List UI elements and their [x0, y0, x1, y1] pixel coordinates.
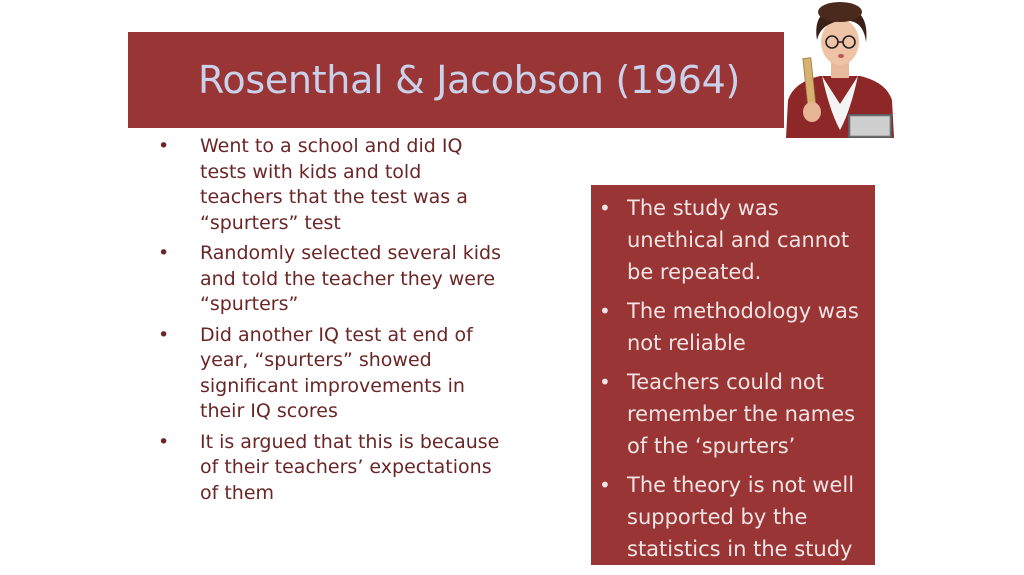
- list-item: [158, 430, 503, 507]
- list-item: [158, 241, 503, 318]
- right-bullet-list: [591, 185, 875, 565]
- list-item-text: The theory is not well supported by the statistics in the study: [627, 473, 855, 561]
- list-item: [158, 134, 503, 236]
- list-item: [591, 469, 875, 565]
- list-item-text: Did another IQ test at end of year, “spurters” showed significant improvements in their IQ scores: [200, 323, 473, 422]
- list-item-text: Teachers could not remember the names of the ‘spurters’: [627, 370, 856, 458]
- bullet-icon: •: [158, 430, 170, 453]
- bullet-icon: •: [158, 323, 170, 346]
- list-item-text: The methodology was not reliable: [627, 299, 859, 355]
- list-item: [591, 295, 875, 359]
- bullet-icon: •: [599, 196, 611, 220]
- teacher-with-ruler-photo-icon: [784, 0, 896, 138]
- list-item: [158, 323, 503, 425]
- list-item: [591, 366, 875, 462]
- slide-title: Rosenthal & Jacobson (1964): [198, 58, 741, 102]
- list-item: [591, 192, 875, 288]
- left-bullet-list: [158, 134, 503, 511]
- criticism-box: [591, 185, 875, 565]
- bullet-icon: •: [158, 135, 170, 157]
- bullet-icon: •: [599, 370, 611, 394]
- bullet-icon: •: [599, 299, 611, 323]
- list-item-text: The study was unethical and cannot be repeated.: [627, 196, 850, 284]
- list-item-text: Randomly selected several kids and told the teacher they were “spurters”: [200, 242, 502, 315]
- list-item-text: It is argued that this is because of their teachers’ expectations of them: [200, 430, 500, 504]
- bullet-icon: •: [599, 473, 611, 497]
- list-item-text: Went to a school and did IQ tests with kids and told teachers that the test was a “spurters” test: [200, 135, 468, 234]
- bullet-icon: •: [158, 242, 170, 264]
